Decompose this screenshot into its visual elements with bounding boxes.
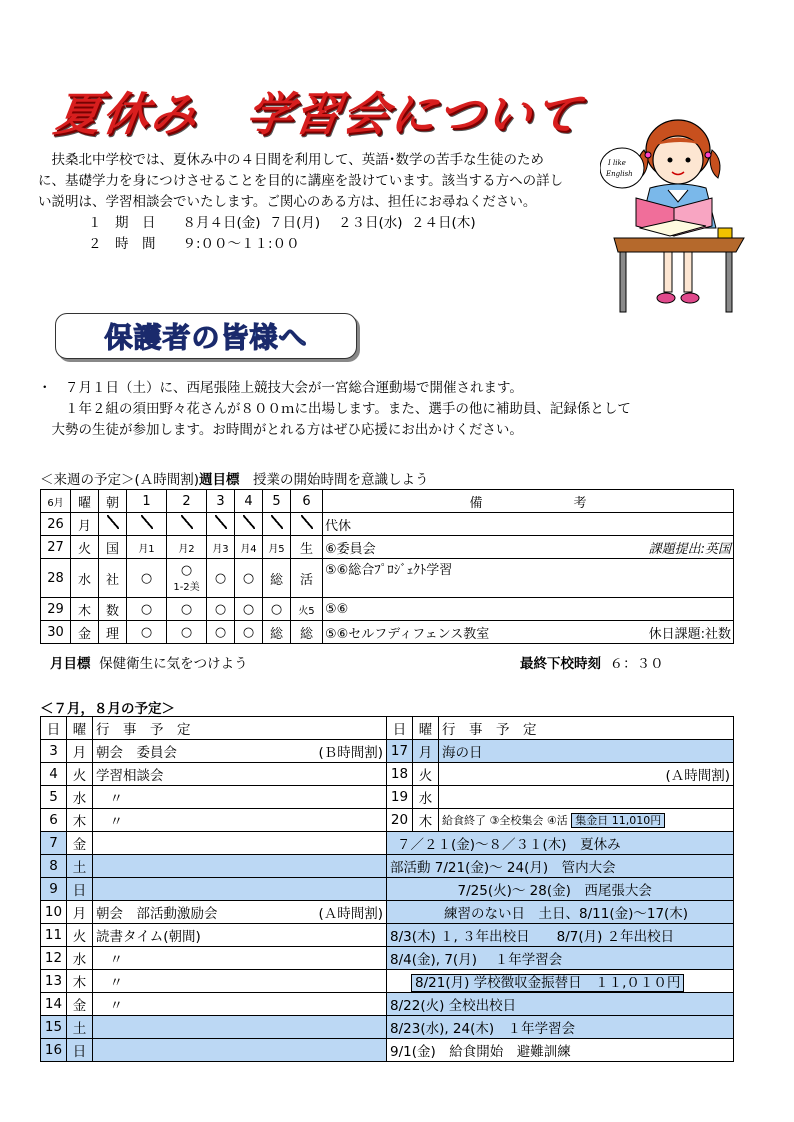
- cell-period: ○: [127, 559, 167, 598]
- month-goal-label: 月目標: [50, 656, 91, 672]
- cell-period: ○: [127, 621, 167, 644]
- cell-event-span: 8/23(水), 24(木) １年学習会: [387, 1016, 734, 1039]
- cell-date: 29: [41, 598, 71, 621]
- cell-slash: [263, 513, 291, 536]
- parents-heading: 保護者の皆様へ: [104, 321, 308, 354]
- weekly-goal: 授業の開始時間を意識しよう: [239, 472, 429, 488]
- cell-event: 〃: [93, 809, 387, 832]
- cell-event: [93, 855, 387, 878]
- girl-reading-illustration: [600, 110, 750, 325]
- event-text: 朝会 委員会: [96, 745, 177, 761]
- cell-day: 3: [41, 740, 67, 763]
- cell-day: 7: [41, 832, 67, 855]
- cell-event: 〃: [93, 786, 387, 809]
- cell-day: 6: [41, 809, 67, 832]
- cell-period: 活: [291, 559, 323, 598]
- header-period: 4: [235, 490, 263, 513]
- header-period: 1: [127, 490, 167, 513]
- table-row: [41, 832, 734, 855]
- cell-slash: [235, 513, 263, 536]
- cell-weekday: 月: [67, 901, 93, 924]
- table-header-row: [41, 490, 734, 513]
- monthly-heading: ＜７月，８月の予定＞: [40, 701, 175, 717]
- cell-weekday: 木: [67, 970, 93, 993]
- notice-line: 大勢の生徒が参加します。お時間がとれる方はぜひ応援にお出かけください。: [38, 422, 523, 438]
- cell-day: 9: [41, 878, 67, 901]
- cell-event: [439, 786, 734, 809]
- cell-weekday: 土: [67, 855, 93, 878]
- header-month: 6月: [41, 490, 71, 513]
- header-day: 日: [41, 717, 67, 740]
- cell-event: 〃: [93, 947, 387, 970]
- cell-period: ○: [207, 598, 235, 621]
- cell-period: ○: [167, 598, 207, 621]
- weekly-goal-label: 週目標: [199, 472, 240, 488]
- cell-day: 10: [41, 901, 67, 924]
- last-leave-time: ６：３０: [609, 656, 664, 672]
- cell-weekday: 水: [71, 559, 99, 598]
- cell-date: 28: [41, 559, 71, 598]
- event-timetable: (Ｂ時間割): [318, 745, 383, 761]
- table-row: [41, 786, 734, 809]
- remarks-note: 課題提出:英国: [648, 541, 731, 557]
- weekly-heading-label: ＜来週の予定＞(Ａ時間割): [40, 472, 200, 488]
- cell-event: [93, 1039, 387, 1062]
- cell-date: 27: [41, 536, 71, 559]
- cell-period: 月3: [207, 536, 235, 559]
- cell-event-span: 9/1(金) 給食開始 避難訓練: [387, 1039, 734, 1062]
- cell-period: ○: [235, 598, 263, 621]
- weekly-heading: [40, 468, 429, 488]
- cell-event: 〃: [93, 970, 387, 993]
- cell-event: 海の日: [439, 740, 734, 763]
- intro-time: ２ 時 間 ９:００～１１:００: [88, 236, 300, 252]
- cell-day: 19: [387, 786, 413, 809]
- cell-date: 30: [41, 621, 71, 644]
- cell-period: ○: [207, 559, 235, 598]
- cell-weekday: 水: [67, 947, 93, 970]
- cell-period: ○: [127, 598, 167, 621]
- cell-morning: 理: [99, 621, 127, 644]
- cell-period: 月4: [235, 536, 263, 559]
- table-row: [41, 621, 734, 644]
- cell-period: 月1: [127, 536, 167, 559]
- cell-event: [439, 809, 734, 832]
- remarks-note: 休日課題:社数: [648, 626, 731, 642]
- cell-day: 18: [387, 763, 413, 786]
- cell-event: 学習相談会: [93, 763, 387, 786]
- table-row: [41, 947, 734, 970]
- cell-weekday: 土: [67, 1016, 93, 1039]
- cell-event-span: 練習のない日 土日、8/11(金)～17(木): [387, 901, 734, 924]
- table-row: [41, 855, 734, 878]
- cell-weekday: 水: [413, 786, 439, 809]
- intro-section: [38, 150, 568, 255]
- header-weekday: 曜: [67, 717, 93, 740]
- cell-period: 月5: [263, 536, 291, 559]
- table-row: [41, 740, 734, 763]
- summer-vacation-cell: ７／２１(金)～８／３１(木) 夏休み: [387, 832, 734, 855]
- payment-day-badge: 集金日 11,010円: [571, 813, 665, 828]
- cell-slash: [167, 513, 207, 536]
- cell-slash: [207, 513, 235, 536]
- cell-weekday: 木: [67, 809, 93, 832]
- cell-remarks: ⑤⑥: [323, 598, 734, 621]
- last-leave-label: 最終下校時刻: [520, 656, 601, 672]
- cell-day: 15: [41, 1016, 67, 1039]
- cell-event-span: 8/4(金), 7(月) １年学習会: [387, 947, 734, 970]
- cell-morning: 社: [99, 559, 127, 598]
- cell-day: 5: [41, 786, 67, 809]
- event-text: 朝会 部活動激励会: [96, 906, 218, 922]
- cell-weekday: 月: [67, 740, 93, 763]
- cell-morning: 数: [99, 598, 127, 621]
- parents-heading-box: [55, 313, 357, 359]
- table-row: [41, 809, 734, 832]
- cell-event: 〃: [93, 993, 387, 1016]
- table-row: [41, 536, 734, 559]
- cell-event: (Ａ時間割): [439, 763, 734, 786]
- header-day: 日: [387, 717, 413, 740]
- cell-event: [93, 878, 387, 901]
- cell-slash: [291, 513, 323, 536]
- table-row: [41, 924, 734, 947]
- cell-weekday: 火: [67, 924, 93, 947]
- event-text: 給食終了 ③全校集会 ④活: [442, 814, 568, 827]
- notice-line: ・ ７月１日（土）に、西尾張陸上競技大会が一宮総合運動場で開催されます。: [38, 380, 523, 396]
- cell-event-span: 8/3(木) １, ３年出校日 8/7(月) ２年出校日: [387, 924, 734, 947]
- table-row: [41, 901, 734, 924]
- cell-period: ○: [207, 621, 235, 644]
- svg-text:English: English: [606, 170, 633, 178]
- period-mark: ○: [180, 563, 193, 578]
- monthly-schedule-table: [40, 716, 734, 1062]
- cell-weekday: 木: [413, 809, 439, 832]
- cell-event: [93, 740, 387, 763]
- table-row: [41, 559, 734, 598]
- cell-day: 8: [41, 855, 67, 878]
- cell-date: 26: [41, 513, 71, 536]
- header-period: 2: [167, 490, 207, 513]
- cell-slash: [99, 513, 127, 536]
- table-row: [41, 763, 734, 786]
- cell-morning: 国: [99, 536, 127, 559]
- header-weekday: 曜: [413, 717, 439, 740]
- cell-remarks: [323, 536, 734, 559]
- cell-period: 月2: [167, 536, 207, 559]
- cell-weekday: 木: [71, 598, 99, 621]
- cell-day: 16: [41, 1039, 67, 1062]
- cell-period: 総: [291, 621, 323, 644]
- intro-paragraph: 扶桑北中学校では、夏休み中の４日間を利用して、英語･数学の苦手な生徒のために、基礎学力を身につけさせることを目的に講座を設けています。該当する方への詳しい説明は、学習相談会でいたします。ご関心のある方は、担任にお尋ねください。: [38, 152, 564, 210]
- cell-remarks: ⑤⑥総合ﾌﾟﾛｼﾞｪｸﾄ学習: [323, 559, 734, 598]
- cell-weekday: 月: [413, 740, 439, 763]
- table-row: [41, 993, 734, 1016]
- cell-weekday: 日: [67, 1039, 93, 1062]
- cell-period: ○: [235, 559, 263, 598]
- table-header-row: [41, 717, 734, 740]
- page-title: 夏休み 学習会について: [50, 87, 586, 141]
- remarks-text: ⑥委員会: [325, 541, 376, 557]
- cell-period: ○: [235, 621, 263, 644]
- cell-event-span: 部活動 7/21(金)～ 24(月) 管内大会: [387, 855, 734, 878]
- cell-slash: [127, 513, 167, 536]
- svg-text:I like: I like: [608, 159, 626, 167]
- cell-event: [93, 901, 387, 924]
- cell-weekday: 火: [71, 536, 99, 559]
- header-period: 6: [291, 490, 323, 513]
- cell-weekday: 月: [71, 513, 99, 536]
- cell-event: [93, 832, 387, 855]
- notice-line: １年２組の須田野々花さんが８００ｍに出場します。また、選手の他に補助員、記録係として: [38, 401, 631, 417]
- period-sub: 1-2美: [173, 582, 200, 593]
- cell-remarks: [323, 621, 734, 644]
- cell-day: 13: [41, 970, 67, 993]
- cell-event-span: [387, 970, 734, 993]
- cell-day: 4: [41, 763, 67, 786]
- cell-day: 12: [41, 947, 67, 970]
- cell-period: 総: [263, 621, 291, 644]
- header-morning: 朝: [99, 490, 127, 513]
- header-events: 行 事 予 定: [93, 717, 387, 740]
- header-remarks: 備 考: [323, 490, 734, 513]
- cell-weekday: 火: [67, 763, 93, 786]
- table-row: [41, 1016, 734, 1039]
- header-period: 5: [263, 490, 291, 513]
- intro-dates: １ 期 日 ８月４日(金) ７日(月) ２３日(水) ２４日(木): [88, 215, 476, 231]
- cell-period: [167, 559, 207, 598]
- cell-period: 火5: [291, 598, 323, 621]
- cell-weekday: 日: [67, 878, 93, 901]
- cell-day: 14: [41, 993, 67, 1016]
- cell-day: 17: [387, 740, 413, 763]
- table-row: [41, 878, 734, 901]
- weekly-footer: [50, 652, 730, 672]
- cell-weekday: 金: [67, 832, 93, 855]
- table-row: [41, 598, 734, 621]
- weekly-schedule-table: [40, 489, 734, 644]
- fee-transfer-badge: 8/21(月) 学校徴収金振替日 １１,０１０円: [411, 974, 684, 992]
- month-goal: 保健衛生に気をつけよう: [99, 656, 248, 672]
- cell-event-span: 8/22(火) 全校出校日: [387, 993, 734, 1016]
- cell-period: ○: [167, 621, 207, 644]
- notice-section: [38, 378, 758, 441]
- cell-day: 20: [387, 809, 413, 832]
- cell-weekday: 金: [71, 621, 99, 644]
- table-row: [41, 513, 734, 536]
- header-period: 3: [207, 490, 235, 513]
- cell-day: 11: [41, 924, 67, 947]
- table-row: [41, 970, 734, 993]
- cell-weekday: 火: [413, 763, 439, 786]
- cell-remarks: 代休: [323, 513, 734, 536]
- cell-period: 生: [291, 536, 323, 559]
- cell-weekday: 金: [67, 993, 93, 1016]
- event-timetable: (Ａ時間割): [318, 906, 383, 922]
- header-weekday: 曜: [71, 490, 99, 513]
- header-events: 行 事 予 定: [439, 717, 734, 740]
- cell-event: 読書タイム(朝間): [93, 924, 387, 947]
- remarks-text: ⑤⑥セルフディフェンス教室: [325, 626, 490, 642]
- cell-period: 総: [263, 559, 291, 598]
- table-row: [41, 1039, 734, 1062]
- cell-event-span: 7/25(火)～ 28(金) 西尾張大会: [387, 878, 734, 901]
- cell-period: ○: [263, 598, 291, 621]
- cell-event: [93, 1016, 387, 1039]
- cell-weekday: 水: [67, 786, 93, 809]
